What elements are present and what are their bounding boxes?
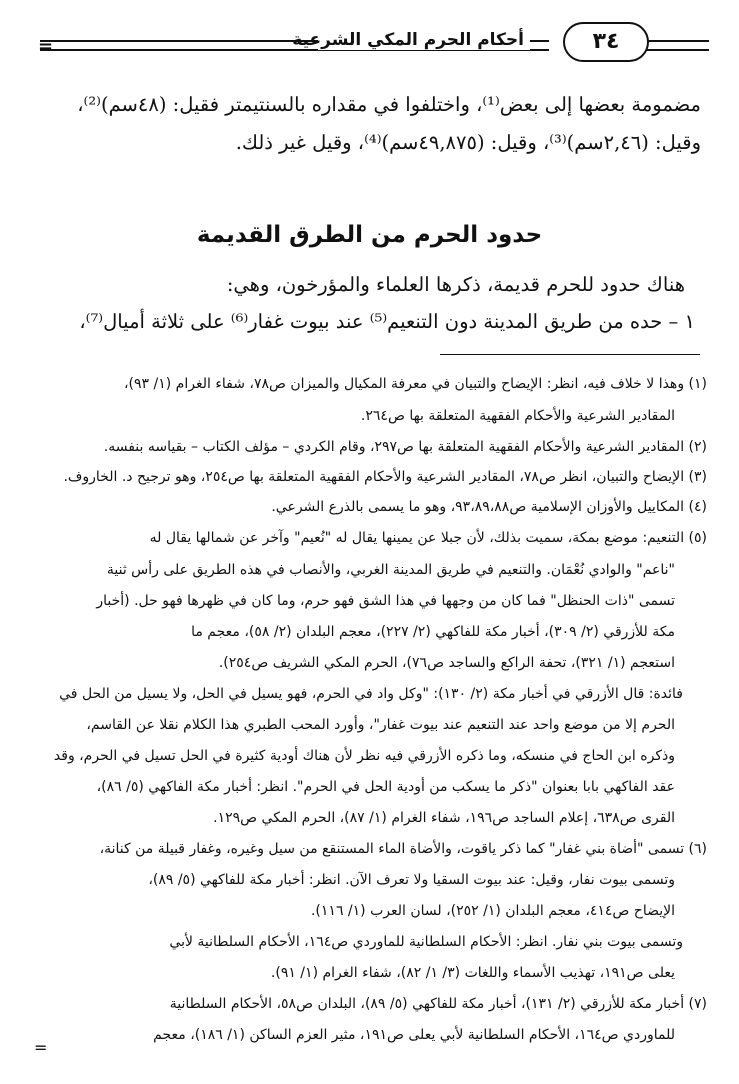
benefit-note-line-5: القرى ص٦٣٨، إعلام الساجد ص١٩٦، شفاء الغرام (١/ ٨٧)، الحرم المكي ص١٢٩. bbox=[213, 810, 675, 826]
header-dash-mark: = bbox=[38, 36, 54, 57]
footnote-1-line-2: المقادير الشرعية والأحكام الفقهية المتعلقة بها ص٢٦٤. bbox=[360, 408, 675, 424]
footnote-3: (٣) الإيضاح والتبيان، انظر ص٧٨، المقادير الشرعية والأحكام الفقهية المتعلقة بها ص٢٥٤، وهو ترجيح د. الخاروف. bbox=[63, 469, 707, 485]
running-title: أحكام الحرم المكي الشرعية bbox=[318, 30, 530, 50]
footnote-4: (٤) المكاييل والأوزان الإسلامية ص٩٣،٨٩،٨٨، وهو ما يسمى بالذرع الشرعي. bbox=[271, 499, 707, 515]
footnote-5-line-4: مكة للأزرقي (٢/ ٣٠٩)، أخبار مكة للفاكهي (٢/ ٢٢٧)، معجم البلدان (٢/ ٥٨)، معجم ما bbox=[191, 624, 675, 640]
footnote-2: (٢) المقادير الشرعية والأحكام الفقهية المتعلقة بها ص٢٩٧، وقام الكردي – مؤلف الكتاب – بقياسه بنفسه. bbox=[103, 439, 707, 455]
benefit-note-line-3: وذكره ابن الحاج في منسكه، وما ذكره الأزرقي فيه نظر لأن هناك أودية كثيرة في الحل تسيل في الحرم، وقد bbox=[53, 748, 675, 764]
footnote-5-line-5: استعجم (١/ ٣٢١)، تحفة الراكع والساجد ص٧٦)، الحرم المكي الشريف ص٢٥٤). bbox=[218, 655, 675, 671]
section-heading: حدود الحرم من الطرق القديمة bbox=[196, 222, 543, 248]
footnote-6-line-2: وتسمى بيوت نفار، وقيل: عند بيوت السقيا ولا تعرف الآن. انظر: أخبار مكة للفاكهي (٥/ ٨٩)، bbox=[148, 872, 675, 888]
footnote-separator bbox=[440, 354, 700, 355]
footnote-5-line-1: (٥) التنعيم: موضع بمكة، سميت بذلك، لأن جبلا عن يمينها يقال له "نُعيم" وآخر عن شمالها يقال له bbox=[149, 530, 707, 546]
footnote-7-line-2: للماوردي ص١٦٤، الأحكام السلطانية لأبي يعلى ص١٩١، مثير العزم الساكن (١/ ١٨٦)، معجم bbox=[153, 1027, 675, 1043]
main-text-line-2: وقيل: (٢,٤٦سم)⁽³⁾، وقيل: (٤٩,٨٧٥سم)⁽⁴⁾، وقيل غير ذلك. bbox=[235, 131, 701, 154]
footnote-6-line-5: يعلى ص١٩١، تهذيب الأسماء واللغات (٣/ ١/ ٨٢)، شفاء الغرام (١/ ٩١). bbox=[270, 965, 675, 981]
page-number: ٣٤ bbox=[563, 22, 649, 62]
footnote-6-line-4: وتسمى بيوت بني نفار. انظر: الأحكام السلطانية للماوردي ص١٦٤، الأحكام السلطانية لأبي bbox=[169, 934, 683, 950]
footnote-1-line-1: (١) وهذا لا خلاف فيه، انظر: الإيضاح والتبيان في معرفة المكيال والميزان ص٧٨، شفاء الغرام (١/ ٩٣)، bbox=[124, 376, 707, 392]
continuation-mark: = bbox=[34, 1038, 48, 1057]
footnote-5-line-3: تسمى "ذات الحنظل" فما كان من وجهها في هذا الشق فهو حرم، وما كان في ظهرها فهو حل. (أخبار bbox=[96, 593, 675, 609]
footnote-6-line-1: (٦) تسمى "أضاة بني غفار" كما ذكر ياقوت، والأضاة الماء المستنقع من سيل وغيره، وغفار قبيلة من كنانة، bbox=[99, 841, 707, 857]
footnote-6-line-3: الإيضاح ص٤١٤، معجم البلدان (١/ ٢٥٢)، لسان العرب (١/ ١١٦). bbox=[310, 903, 675, 919]
benefit-note-line-1: فائدة: قال الأزرقي في أخبار مكة (٢/ ١٣٠): "وكل واد في الحرم، فهو يسيل في الحل، ولا يسيل من الحل في bbox=[59, 686, 683, 702]
header-rule-right bbox=[645, 40, 709, 51]
benefit-note-line-2: الحرم إلا من موضع واحد عند التنعيم عند بيوت غفار"، وأورد المحب الطبري هذا الكلام نقلا عن القاسم، bbox=[86, 717, 675, 733]
main-text-line-1: مضمومة بعضها إلى بعض⁽¹⁾، واختلفوا في مقداره بالسنتيمتر فقيل: (٤٨سم)⁽²⁾، bbox=[77, 93, 701, 116]
footnote-5-line-2: "ناعم" والوادي نُعْمَان. والتنعيم في طريق المدينة الغربي، والأنصاب في هذه الطريق على رأس ثنية bbox=[106, 562, 675, 578]
benefit-note-line-4: عقد الفاكهي بابا بعنوان "ذكر ما يسكب من أودية الحل في الحرم". انظر: أخبار مكة الفاكهي (٥/ ٨٦)، bbox=[96, 779, 675, 795]
paragraph-line-1: هناك حدود للحرم قديمة، ذكرها العلماء والمؤرخون، وهي: bbox=[226, 273, 685, 296]
paragraph-line-2: ١ – حده من طريق المدينة دون التنعيم⁽⁵⁾ عند بيوت غفار⁽⁶⁾ على ثلاثة أميال⁽⁷⁾، bbox=[79, 310, 695, 333]
footnote-7-line-1: (٧) أخبار مكة للأزرقي (٢/ ١٣١)، أخبار مكة للفاكهي (٥/ ٨٩)، البلدان ص٥٨، الأحكام السلطانية bbox=[169, 996, 707, 1012]
